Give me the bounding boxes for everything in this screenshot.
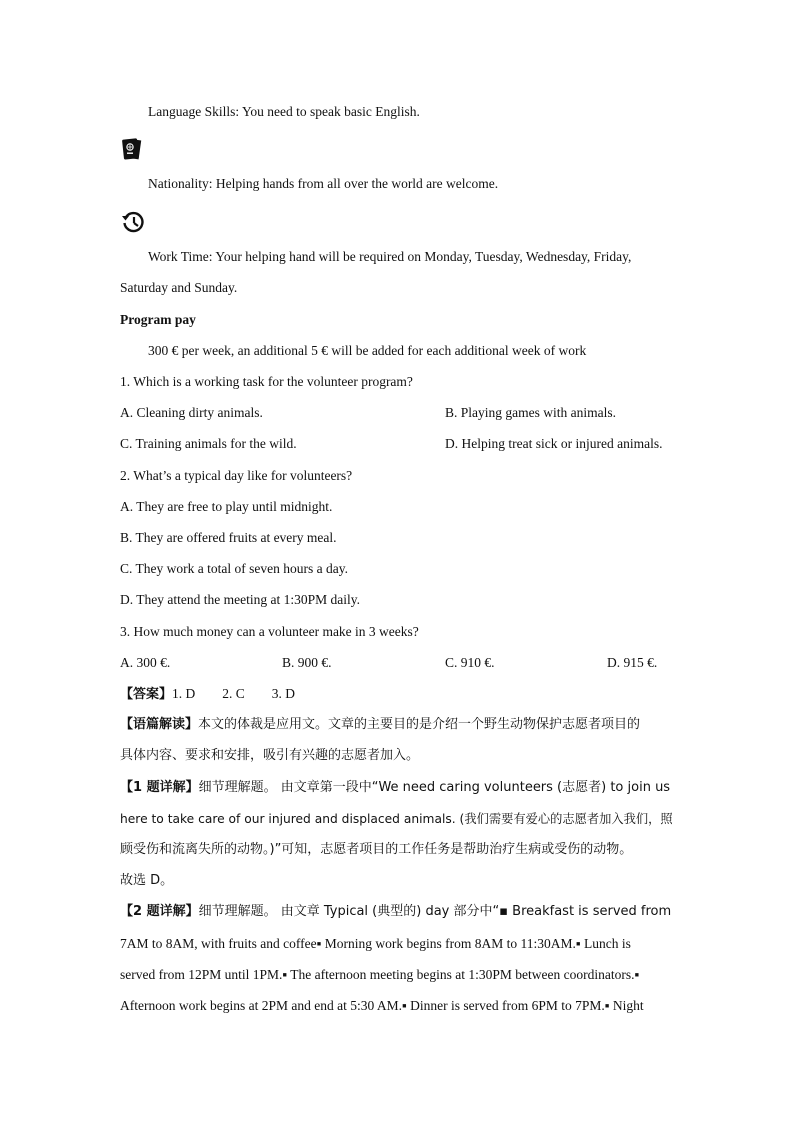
analysis-line-1 [120,716,674,734]
program-pay-heading: Program pay [120,312,196,327]
detail-1-line-3: 顾受伤和流离失所的动物。)”可知，志愿者项目的工作任务是帮助治疗生病或受伤的动物。 [120,842,633,857]
work-time-line-1: Work Time: Your helping hand will be required on Monday, Tuesday, Wednesday, Friday, [148,249,632,264]
analysis-label: 【语篇解读】 [120,717,199,732]
detail-2-line-4: Afternoon work begins at 2PM and end at 5:30 AM.▪ Dinner is served from 6PM to 7PM.▪ Night [120,998,644,1013]
question-2-option-d: D. They attend the meeting at 1:30PM daily. [120,592,360,607]
answer-line [120,685,295,704]
question-3-option-d: D. 915 €. [607,655,658,670]
detail-2-line-1 [120,903,671,921]
detail-2-text-1: 细节理解题。 由文章 Typical (典型的) day 部分中“▪ Breakfast is served from [198,904,672,919]
question-3-option-c: C. 910 €. [445,655,495,670]
language-skills-line: Language Skills: You need to speak basic English. [148,104,420,119]
detail-1-text-1: 细节理解题。 由文章第一段中“We need caring volunteers (志愿者) to join us [198,780,671,795]
nationality-line: Nationality: Helping hands from all over the world are welcome. [148,176,499,191]
question-2-stem: 2. What’s a typical day like for volunteers? [120,468,353,483]
analysis-line-2: 具体内容、要求和安排，吸引有兴趣的志愿者加入。 [120,748,420,763]
detail-2-line-3: served from 12PM until 1PM.▪ The afternoon meeting begins at 1:30PM between coordinators.▪ [120,967,640,982]
question-3-stem: 3. How much money can a volunteer make in 3 weeks? [120,624,419,639]
question-2-option-a: A. They are free to play until midnight. [120,499,333,514]
question-1-option-b: B. Playing games with animals. [445,405,616,420]
question-1-option-a: A. Cleaning dirty animals. [120,405,263,420]
question-3-option-a: A. 300 €. [120,655,171,670]
detail-2-line-2: 7AM to 8AM, with fruits and coffee▪ Morning work begins from 8AM to 11:30AM.▪ Lunch is [120,936,631,951]
question-3-option-b: B. 900 €. [282,655,332,670]
detail-2-label: 【2 题详解】 [120,904,199,919]
work-time-line-2: Saturday and Sunday. [120,280,238,295]
question-1-stem: 1. Which is a working task for the volunteer program? [120,374,413,389]
question-2-option-b: B. They are offered fruits at every meal. [120,530,337,545]
answer-text: 1. D 2. C 3. D [172,686,296,701]
answer-label: 【答案】 [120,687,173,702]
question-1-option-c: C. Training animals for the wild. [120,436,297,451]
detail-1-line-1 [120,779,674,797]
question-2-option-c: C. They work a total of seven hours a day. [120,561,348,576]
question-1-option-d: D. Helping treat sick or injured animals. [445,436,663,451]
history-clock-icon [120,209,146,240]
program-pay-text: 300 € per week, an additional 5 € will be added for each additional week of work [148,343,587,358]
detail-1-line-4: 故选 D。 [120,873,174,888]
detail-1-label: 【1 题详解】 [120,780,199,795]
analysis-text-1: 本文的体裁是应用文。文章的主要目的是介绍一个野生动物保护志愿者项目的 [198,717,641,732]
passport-icon [120,137,144,166]
detail-1-line-2: here to take care of our injured and displaced animals. (我们需要有爱心的志愿者加入我们，照 [120,812,673,826]
